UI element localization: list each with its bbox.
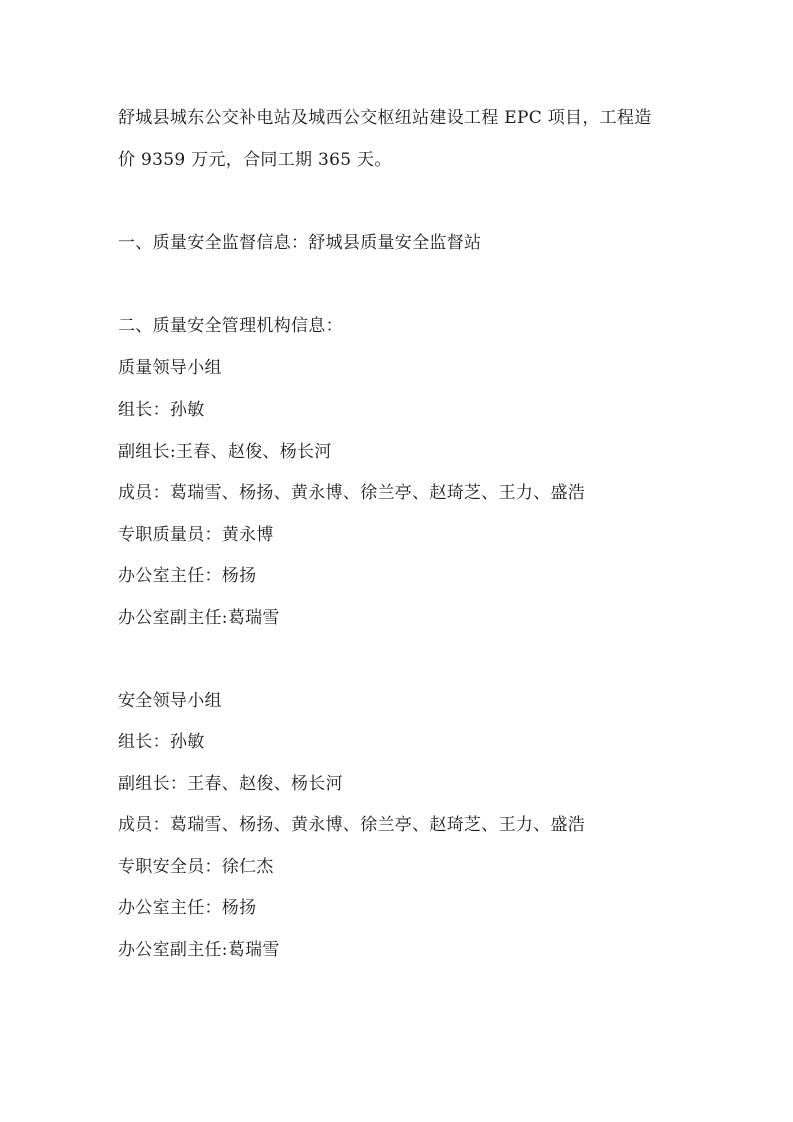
supervision-info: 一、质量安全监督信息：舒城县质量安全监督站: [118, 233, 482, 253]
management-heading: 二、质量安全管理机构信息：: [118, 316, 343, 336]
safety-group-members: 成员：葛瑞雪、杨扬、黄永博、徐兰亭、赵琦芝、王力、盛浩: [118, 815, 586, 835]
quality-group-deputy: 副组长:王春、赵俊、杨长河: [118, 442, 332, 462]
safety-group-title: 安全领导小组: [118, 691, 222, 711]
quality-group-members: 成员：葛瑞雪、杨扬、黄永博、徐兰亭、赵琦芝、王力、盛浩: [118, 483, 586, 503]
safety-office-director: 办公室主任：杨扬: [118, 898, 257, 918]
quality-group-title: 质量领导小组: [118, 358, 222, 378]
safety-group-leader: 组长：孙敏: [118, 732, 205, 752]
quality-office-director: 办公室主任：杨扬: [118, 566, 257, 586]
quality-office-deputy: 办公室副主任:葛瑞雪: [118, 608, 280, 628]
intro-line-2: 价 9359 万元，合同工期 365 天。: [118, 150, 392, 170]
quality-officer: 专职质量员：黄永博: [118, 525, 274, 545]
safety-office-deputy: 办公室副主任:葛瑞雪: [118, 940, 280, 960]
quality-group-leader: 组长：孙敏: [118, 400, 205, 420]
intro-line-1: 舒城县城东公交补电站及城西公交枢纽站建设工程 EPC 项目，工程造: [118, 108, 652, 128]
safety-officer: 专职安全员：徐仁杰: [118, 857, 274, 877]
safety-group-deputy: 副组长：王春、赵俊、杨长河: [118, 774, 343, 794]
